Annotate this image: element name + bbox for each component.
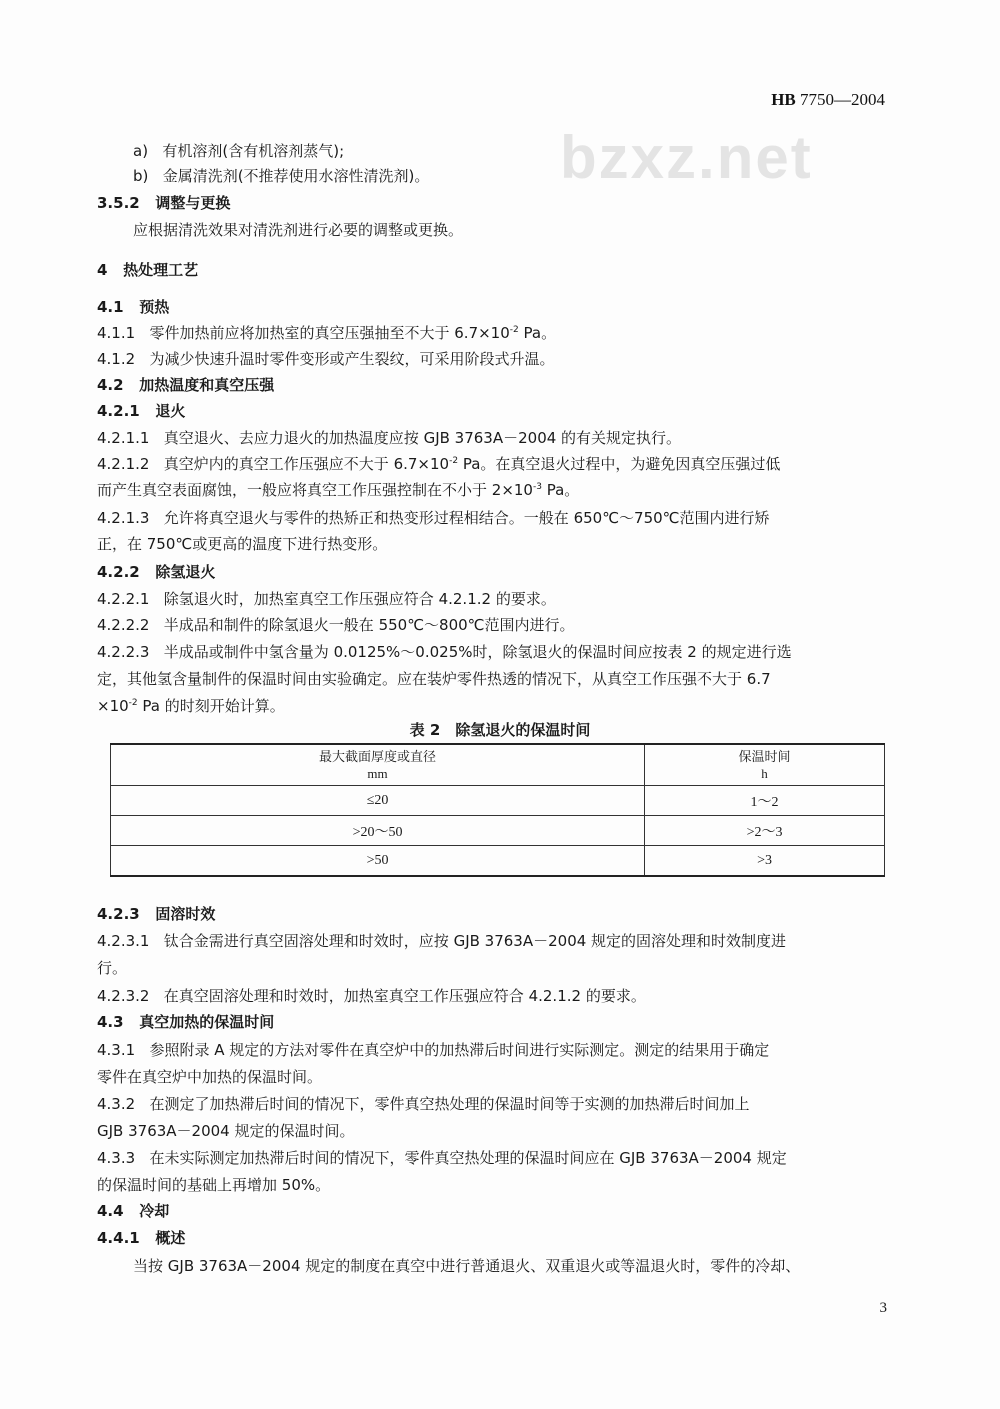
table-header-row [111, 744, 885, 786]
exponent: -2 [509, 325, 519, 335]
paragraph-4-4-1: 当按 GJB 3763A－2004 规定的制度在真空中进行普通退火、双重退火或等温退火时，零件的冷却、 [133, 1257, 801, 1275]
clause-4-3-3 [97, 1148, 787, 1168]
clause-number: 4.2.2.3 [97, 643, 150, 661]
clause-text: ×10 [97, 697, 129, 715]
section-title: 真空加热的保温时间 [139, 1013, 275, 1031]
section-title: 概述 [155, 1229, 186, 1247]
clause-number: 4.3.1 [97, 1041, 136, 1059]
exponent: -2 [128, 698, 138, 708]
clause-4-3-1 [97, 1040, 769, 1060]
section-number: 4.2 [97, 376, 124, 394]
clause-text: 钛合金需进行真空固溶处理和时效时，应按 GJB 3763A－2004 规定的固溶处理和时效制度进 [163, 932, 787, 950]
column-label: 最大截面厚度或直径 [319, 749, 437, 764]
column-header-holding-time [645, 744, 885, 786]
column-unit: h [761, 766, 768, 781]
clause-4-2-1-1 [97, 428, 681, 448]
holding-time-table [110, 743, 885, 877]
clause-4-2-1-2 [97, 454, 780, 474]
clause-text: Pa。 [518, 324, 557, 342]
paragraph-3-5-2: 应根据清洗效果对清洗剂进行必要的调整或更换。 [133, 221, 464, 239]
clause-text: Pa。 [541, 481, 580, 499]
heading-4-4 [97, 1201, 169, 1221]
clause-text: 半成品和制件的除氢退火一般在 550℃～800℃范围内进行。 [163, 616, 575, 634]
clause-number: 4.2.1.1 [97, 429, 150, 447]
clause-text: 允许将真空退火与零件的热矫正和热变形过程相结合。一般在 650℃～750℃范围内进行矫 [163, 509, 770, 527]
heading-3-5-2 [97, 193, 230, 213]
section-title: 调整与更换 [155, 194, 231, 212]
standard-number: 7750—2004 [800, 90, 885, 109]
section-number: 4.4.1 [97, 1229, 140, 1247]
clause-number: 4.2.1.3 [97, 509, 150, 527]
clause-4-1-2 [97, 349, 555, 369]
section-title: 加热温度和真空压强 [139, 376, 275, 394]
section-title: 冷却 [139, 1202, 170, 1220]
clause-4-2-2-3-cont1: 定，其他氢含量制件的保温时间由实验确定。应在装炉零件热透的情况下，从真空工作压强不大于 6.7 [97, 670, 771, 688]
table-row [111, 816, 885, 846]
column-header-thickness [111, 744, 645, 786]
table-cell: 1～2 [645, 786, 885, 816]
list-text: 有机溶剂(含有机溶剂蒸气); [162, 142, 345, 160]
clause-4-3-2-cont: GJB 3763A－2004 规定的保温时间。 [97, 1122, 355, 1140]
clause-text: 真空退火、去应力退火的加热温度应按 GJB 3763A－2004 的有关规定执行。 [163, 429, 682, 447]
clause-4-3-3-cont: 的保温时间的基础上再增加 50%。 [97, 1176, 331, 1194]
clause-text: 真空炉内的真空工作压强应不大于 6.7×10 [163, 455, 450, 473]
clause-text: 为减少快速升温时零件变形或产生裂纹，可采用阶段式升温。 [149, 350, 555, 368]
page-number: 3 [879, 1300, 887, 1316]
list-item-b [133, 166, 429, 186]
clause-number: 4.1.2 [97, 350, 136, 368]
table-cell: >2～3 [645, 816, 885, 846]
section-number: 3.5.2 [97, 194, 140, 212]
clause-number: 4.2.1.2 [97, 455, 150, 473]
clause-number: 4.2.2.2 [97, 616, 150, 634]
clause-number: 4.2.3.2 [97, 987, 150, 1005]
clause-number: 4.3.2 [97, 1095, 136, 1113]
section-title: 热处理工艺 [123, 261, 199, 279]
exponent: -2 [449, 456, 459, 466]
table-caption: 表 2 除氢退火的保温时间 [409, 721, 591, 739]
table-row [111, 786, 885, 816]
section-title: 退火 [155, 402, 186, 420]
heading-4-4-1 [97, 1228, 185, 1248]
clause-4-2-1-3 [97, 508, 770, 528]
clause-4-3-1-cont: 零件在真空炉中加热的保温时间。 [97, 1068, 323, 1086]
clause-4-2-2-2 [97, 615, 575, 635]
clause-4-2-3-2 [97, 986, 646, 1006]
clause-4-2-2-1 [97, 589, 556, 609]
heading-4 [97, 260, 198, 280]
column-unit: mm [367, 766, 388, 781]
watermark: bzxz.net [560, 124, 813, 191]
section-number: 4.4 [97, 1202, 124, 1220]
table-row [111, 846, 885, 877]
clause-4-1-1 [97, 323, 556, 343]
clause-number: 4.3.3 [97, 1149, 136, 1167]
list-text: 金属清洗剂(不推荐使用水溶性清洗剂)。 [162, 167, 430, 185]
heading-4-2 [97, 375, 274, 395]
section-number: 4 [97, 261, 108, 279]
clause-text: 除氢退火时，加热室真空工作压强应符合 4.2.1.2 的要求。 [163, 590, 556, 608]
clause-text: 零件加热前应将加热室的真空压强抽至不大于 6.7×10 [149, 324, 510, 342]
heading-4-1 [97, 297, 169, 317]
clause-text: 在未实际测定加热滞后时间的情况下，零件真空热处理的保温时间应在 GJB 3763A－2004 规定 [149, 1149, 787, 1167]
list-item-a [133, 141, 344, 161]
clause-text: 参照附录 A 规定的方法对零件在真空炉中的加热滞后时间进行实际测定。测定的结果用于确定 [149, 1041, 770, 1059]
table-cell: >20～50 [111, 816, 645, 846]
clause-4-2-1-3-cont: 正，在 750℃或更高的温度下进行热变形。 [97, 535, 388, 553]
heading-4-2-1 [97, 401, 185, 421]
clause-text: Pa 的时刻开始计算。 [137, 697, 285, 715]
section-title: 除氢退火 [155, 563, 216, 581]
section-title: 固溶时效 [155, 905, 216, 923]
table-cell: >3 [645, 846, 885, 877]
clause-4-2-3-1 [97, 931, 786, 951]
list-marker: b) [133, 167, 149, 185]
table-cell: >50 [111, 846, 645, 877]
heading-4-2-2 [97, 562, 215, 582]
clause-number: 4.2.3.1 [97, 932, 150, 950]
section-number: 4.1 [97, 298, 124, 316]
section-number: 4.3 [97, 1013, 124, 1031]
column-label: 保温时间 [738, 749, 791, 764]
exponent: -3 [532, 482, 542, 492]
clause-number: 4.1.1 [97, 324, 136, 342]
standard-code-header [771, 90, 885, 110]
heading-4-3 [97, 1012, 274, 1032]
standard-prefix: HB [771, 90, 796, 109]
clause-text: 半成品或制件中氢含量为 0.0125%～0.025%时，除氢退火的保温时间应按表 2 的规定进行选 [163, 643, 792, 661]
section-title: 预热 [139, 298, 170, 316]
clause-text: 在测定了加热滞后时间的情况下，零件真空热处理的保温时间等于实测的加热滞后时间加上 [149, 1095, 750, 1113]
clause-4-3-2 [97, 1094, 750, 1114]
table-cell: ≤20 [111, 786, 645, 816]
clause-text: Pa。在真空退火过程中，为避免因真空压强过低 [458, 455, 781, 473]
clause-number: 4.2.2.1 [97, 590, 150, 608]
clause-4-2-1-2-cont [97, 480, 579, 500]
section-number: 4.2.3 [97, 905, 140, 923]
clause-text: 在真空固溶处理和时效时，加热室真空工作压强应符合 4.2.1.2 的要求。 [163, 987, 646, 1005]
clause-4-2-2-3 [97, 642, 792, 662]
clause-4-2-3-1-cont: 行。 [97, 959, 128, 977]
clause-4-2-2-3-cont2 [97, 696, 285, 716]
list-marker: a) [133, 142, 149, 160]
section-number: 4.2.1 [97, 402, 140, 420]
section-number: 4.2.2 [97, 563, 140, 581]
clause-text: 而产生真空表面腐蚀，一般应将真空工作压强控制在不小于 2×10 [97, 481, 533, 499]
heading-4-2-3 [97, 904, 215, 924]
